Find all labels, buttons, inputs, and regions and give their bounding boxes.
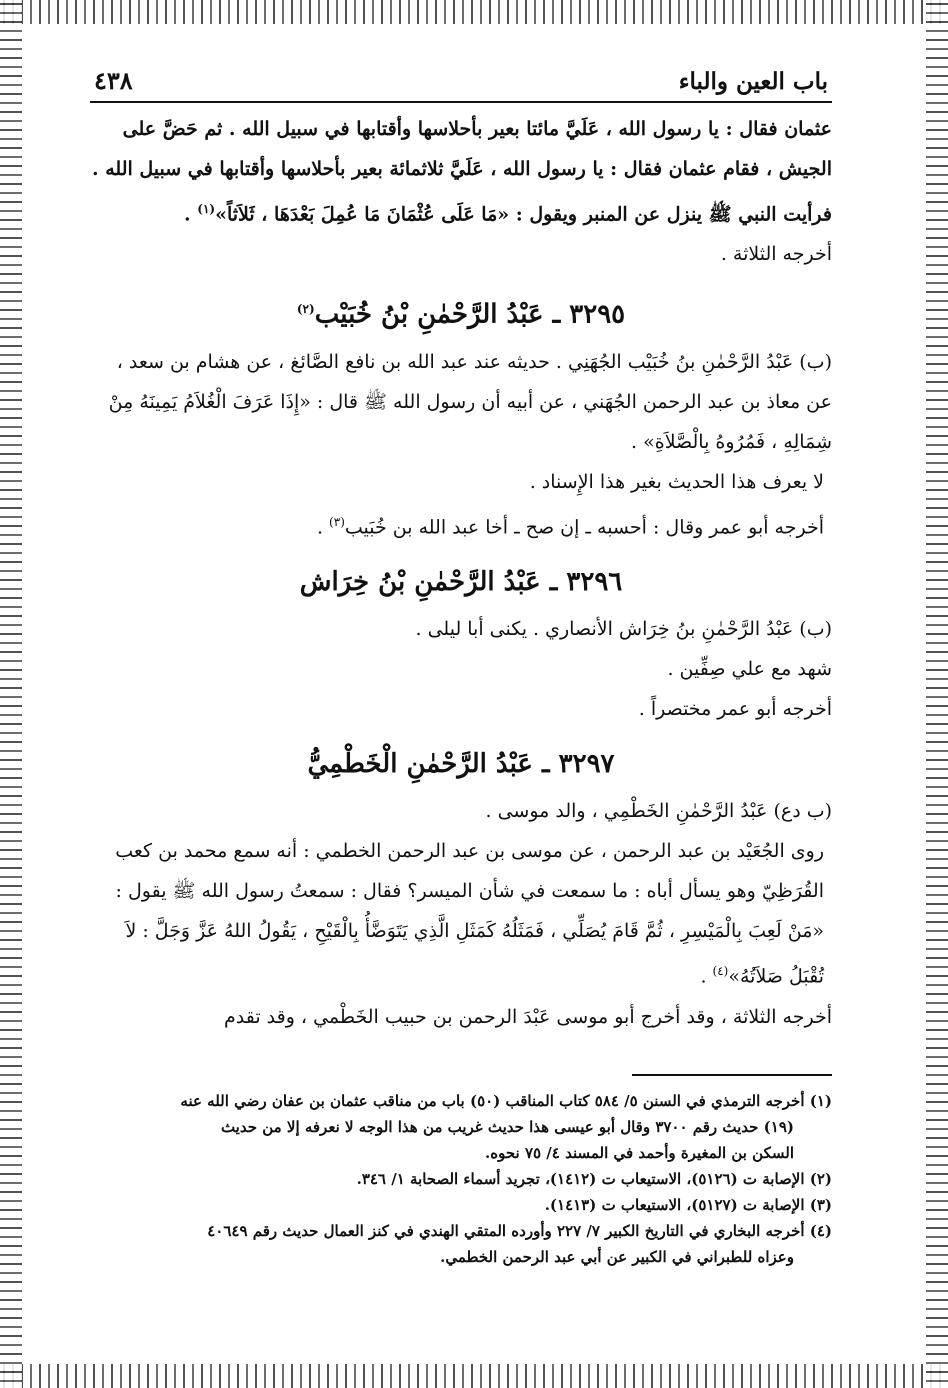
page-header — [90, 66, 832, 103]
footnote-ref-3: (٣) — [329, 514, 345, 529]
entry-3297-title: ٣٢٩٧ ـ عَبْدُ الرَّحْمٰنِ الْخَطْمِيُّ — [307, 749, 615, 780]
entry-3297-para2: روى الجُعَيْد بن عبد الرحمن ، عن موسى بن عبد الرحمن الخطمي : أنه سمع محمد بن كعب القُرَظِيّ وهو يسأل أباه : ما سمعت في شأن الميسر؟ فقال : سمعتُ رسول الله ﷺ يقول : «مَنْ لَعِبَ بِالْمَيْسِرِ ، ثُمَّ قَامَ يُصَلِّي ، فَمَثَلُهُ كَمَثَلِ الَّذِي يَتَوَضَّأُ بِالْقَيْحِ ، يَقُولُ اللهُ عَزَّ وَجَلَّ : لاَ تُقْبَلُ صَلاَتُهُ»$^{(٤)}$ . — [115, 840, 824, 988]
decorative-border-top — [0, 0, 948, 24]
intro-paragraph: عثمان فقال : يا رسول الله ، عَلَيَّ مائتا بعير بأحلاسها وأقتابها في سبيل الله . ثم حَضَّ على الجيش ، فقام عثمان فقال : يا رسول الله ، عَلَيَّ ثلاثمائة بعير بأحلاسها وأقتابها في سبيل الله . فرأيت النبي ﷺ ينزل عن المنبر ويقول : «مَا عَلَى عُثْمَانَ مَا عُمِلَ بَعْدَهَا ، ثَلاَثاً»$^{(١)}$ . — [92, 118, 832, 226]
footnote-ref-2: (٢) — [296, 302, 315, 317]
entry-3295-para1: (ب) عَبْدُ الرَّحْمٰنِ بنُ خُبَيْب الجُهَنِي . حديثه عند عبد الله بن نافع الصَّائغ ، عن هشام بن سعد ، عن معاذ بن عبد الرحمن الجُهَني ، عن أبيه أن رسول الله ﷺ قال : «إِذَا عَرَفَ الْغُلاَمُ يَمِينَهُ مِنْ شِمَالِهِ ، فَمُرُوهُ بِالْصَّلاَةِ» . — [108, 350, 832, 453]
page-content — [90, 66, 832, 1037]
entry-3297-para3: أخرجه الثلاثة ، وقد أخرج أبو موسى عَبْدَ الرحمن بن حبيب الخَطْمي ، وقد تقدم — [223, 1005, 832, 1028]
entry-3295-para2: لا يعرف هذا الحديث بغير هذا الإِسناد . — [529, 470, 824, 493]
entry-3295-title: ٣٢٩٥ ـ عَبْدُ الرَّحْمٰنِ بْنُ خُبَيْب$^{(٢)}$ — [296, 299, 626, 330]
footnote-3: (٣) الإصابة ت (٥١٢٧)، الاستيعاب ت (١٤١٣). — [544, 1196, 832, 1214]
decorative-border-bottom — [0, 1364, 948, 1388]
entry-3296-para2: شهد مع علي صِفِّين . — [667, 658, 832, 681]
footnotes — [90, 1074, 832, 1270]
intro-source: أخرجه الثلاثة . — [720, 243, 832, 266]
footnote-2: (٢) الإصابة ت (٥١٢٦)، الاستيعاب ت (١٤١٢)، تجريد أسماء الصحابة ١/ ٣٤٦. — [356, 1170, 832, 1188]
entry-3296-para3: أخرجه أبو عمر مختصراً . — [638, 698, 832, 721]
chapter-title: باب العين والباء — [678, 68, 828, 95]
decorative-border-right — [926, 0, 948, 1388]
entry-3296-para1: (ب) عَبْدُ الرَّحْمٰنِ بنُ خِرَاش الأنصاري . يكنى أبا ليلى . — [415, 618, 832, 641]
footnote-ref-1: (١) — [197, 202, 216, 216]
entry-3297-para1: (ب دع) عَبْدُ الرَّحْمٰنِ الخَطْمِي ، والد موسى . — [485, 800, 832, 823]
footnote-4: (٤) أخرجه البخاري في التاريخ الكبير ٧/ ٢٢٧ وأورده المتقي الهندي في كنز العمال حديث رقم ٤٠٦٤٩ وعزاه للطبراني في الكبير عن أبي عبد الرحمن الخطمي. — [207, 1222, 832, 1266]
decorative-border-left — [0, 0, 22, 1388]
entry-3296-title: ٣٢٩٦ ـ عَبْدُ الرَّحْمٰنِ بْنُ خِرَاش — [299, 567, 623, 598]
footnote-1: (١) أخرجه الترمذي في السنن ٥/ ٥٨٤ كتاب المناقب (٥٠) باب من مناقب عثمان بن عفان رضي الله عنه (١٩) حديث رقم ٣٧٠٠ وقال أبو عيسى هذا حديث غريب من هذا الوجه لا نعرفه إلا من حديث السكن بن المغيرة وأحمد في المسند ٤/ ٧٥ نحوه. — [180, 1092, 832, 1162]
footnote-divider — [632, 1074, 832, 1076]
footnote-ref-4: (٤) — [712, 964, 729, 979]
page-number: ٤٣٨ — [94, 66, 133, 95]
entry-3295-para3: أخرجه أبو عمر وقال : أحسبه ـ إن صح ـ أخا عبد الله بن خُبَيب$^{(٣)}$ . — [316, 514, 824, 539]
